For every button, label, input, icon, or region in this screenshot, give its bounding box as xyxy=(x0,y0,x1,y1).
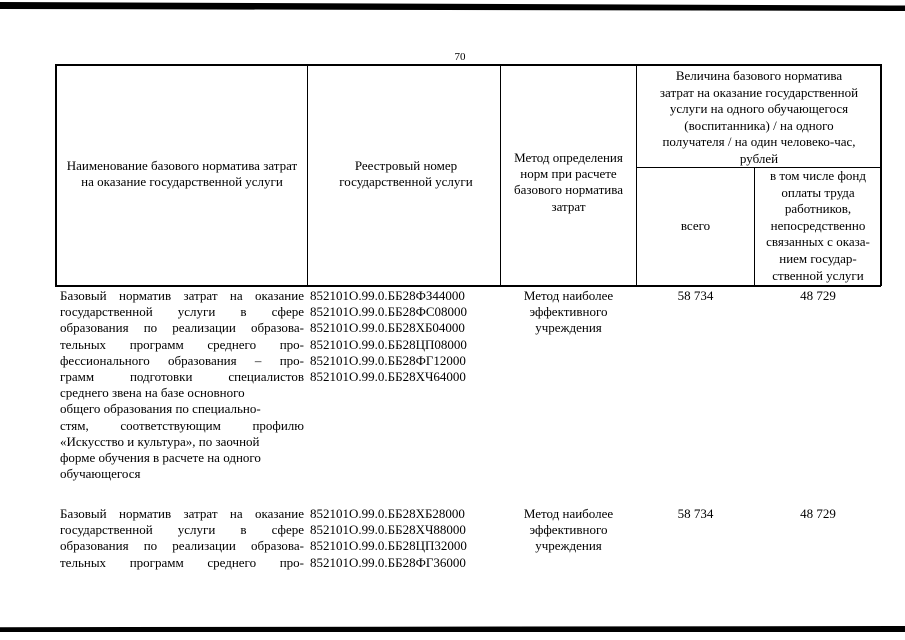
row-2-method: Метод наиболее эффективного учреждения xyxy=(523,506,614,554)
bottom-rule xyxy=(0,626,905,632)
row-2-name: Базовый норматив затрат на оказание государственной услуги в сфере образования по реализации образова- тельных программ среднего про- xyxy=(60,506,304,570)
row-2-total: 58 734 xyxy=(677,506,714,521)
row-1-name: Базовый норматив затрат на оказание государственной услуги в сфере образования по реализации образова- тельных программ среднего про- фессионального образования – про- грамм подготовки специалистов среднего звена на базе основного общего образования по специально- стям, соответствующим профилю «Искусство и культура», по заочной форме обучения в расчете на одного обучающегося xyxy=(60,288,304,482)
top-rule xyxy=(0,2,905,12)
table-border-top xyxy=(55,64,881,66)
col-divider-3 xyxy=(636,64,637,286)
col-divider-1 xyxy=(307,64,308,286)
row-1-payroll: 48 729 xyxy=(800,288,836,303)
row-1-method: Метод наиболее эффективного учреждения xyxy=(523,288,614,336)
header-value-group: Величина базового норматива затрат на оказание государственной услуги на одного обучающегося (воспитанника) / на одного получателя / на один человеко-час, рублей xyxy=(659,68,859,166)
row-2-payroll: 48 729 xyxy=(800,506,836,521)
header-method: Метод определения норм при расчете базового норматива затрат xyxy=(514,150,623,214)
header-name: Наименование базового норматива затрат на оказание государственной услуги xyxy=(66,158,298,190)
header-registry: Реестровый номер государственной услуги xyxy=(339,158,473,190)
col-divider-4 xyxy=(754,167,755,286)
row-2-registry-codes: 852101О.99.0.ББ28ХБ28000 852101О.99.0.ББ28ХЧ88000 852101О.99.0.ББ28ЦП32000 852101О.99.0.ББ28ФГ36000 xyxy=(310,506,467,570)
table-border-right xyxy=(880,64,882,286)
row-1-registry-codes: 852101О.99.0.ББ28ФЗ44000 852101О.99.0.ББ28ФС08000 852101О.99.0.ББ28ХБ04000 852101О.99.0.ББ28ЦП08000 852101О.99.0.ББ28ФГ12000 852101О.99.0.ББ28ХЧ64000 xyxy=(310,288,468,385)
header-payroll: в том числе фонд оплаты труда работников, непосредственно связанных с оказа- нием государ- ственной услуги xyxy=(766,168,870,283)
header-total: всего xyxy=(680,218,711,233)
col-divider-2 xyxy=(500,64,501,286)
row-1-total: 58 734 xyxy=(677,288,714,303)
table-border-left xyxy=(55,64,57,286)
page-number: 70 xyxy=(454,51,466,63)
header-bottom-line xyxy=(55,285,881,287)
